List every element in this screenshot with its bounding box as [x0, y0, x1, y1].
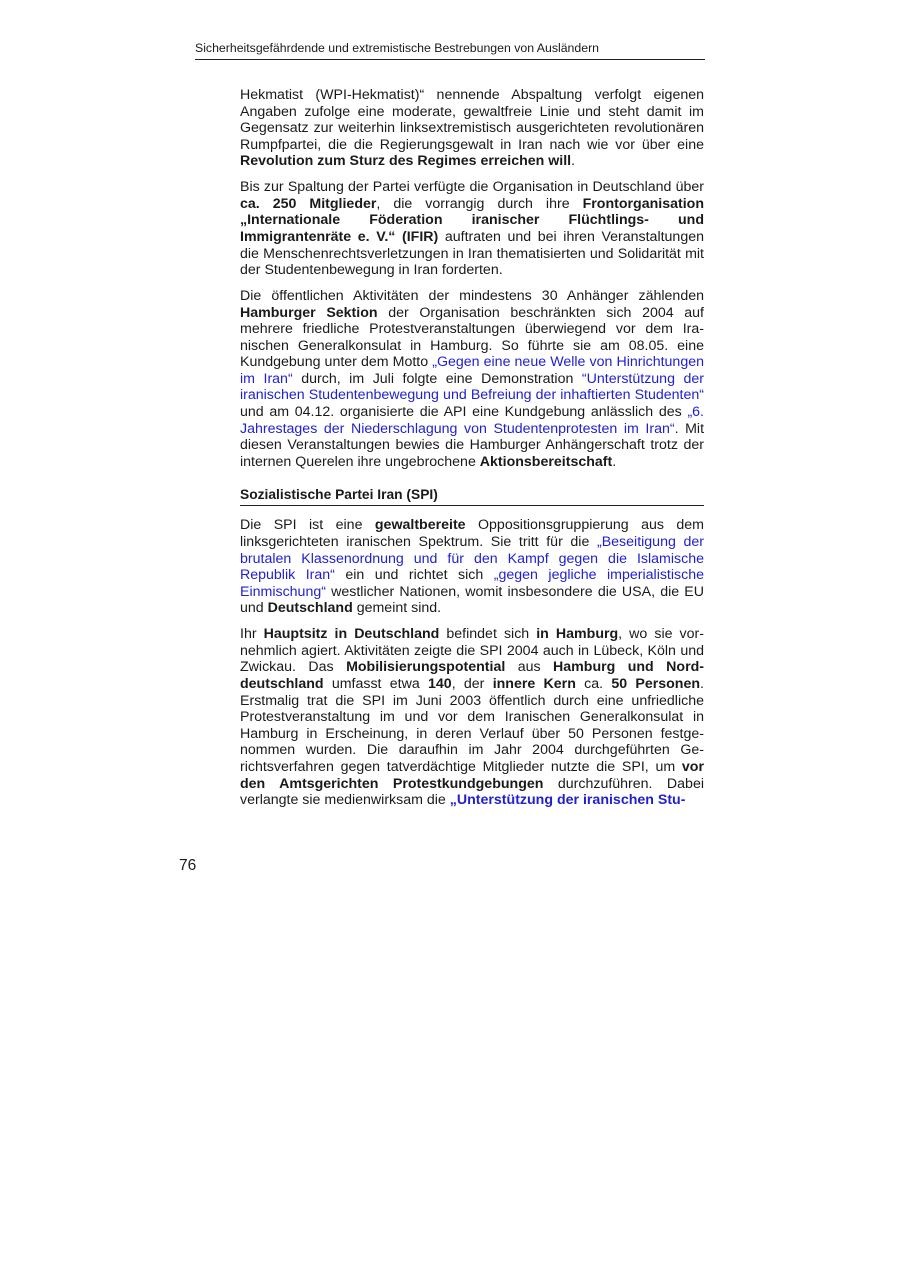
- quotation: „Beseitigung der brutalen Klassenordnung und für den Kampf gegen die Islamische Republik Iran“: [240, 534, 704, 584]
- text-run: ein und richtet sich: [334, 567, 494, 584]
- text-run: umfasst etwa: [323, 675, 429, 692]
- paragraph-spi-description: [240, 517, 704, 617]
- emphasis: 50 Personen: [611, 675, 701, 692]
- text-run: Bis zur Spaltung der Partei verfügte die Organisation in Deutschland über: [240, 179, 704, 196]
- quotation: „gegen jegliche imperialistische Einmischung“: [240, 567, 704, 600]
- emphasis: in Hamburg: [536, 626, 619, 643]
- text-run: und am 04.12. organisierte die API eine Kundgebung anlässlich des: [240, 404, 688, 421]
- text-run: Ihr: [240, 626, 264, 643]
- text-run: , der: [451, 675, 493, 692]
- section-heading: Sozialistische Partei Iran (SPI): [240, 487, 704, 506]
- text-run: durch, im Juli folgte eine Demonstration: [292, 370, 582, 387]
- text-run: .: [612, 453, 617, 470]
- text-run: Die öffentlichen Aktivitäten der mindestens 30 Anhänger zählenden: [240, 287, 704, 304]
- emphasis: Deutschland: [267, 600, 353, 617]
- text-run: , die vorrangig durch ihre: [376, 195, 583, 212]
- page-number: 76: [179, 857, 197, 874]
- emphasis: innere Kern: [492, 675, 576, 692]
- text-run: durchzuführen. Dabei verlangte sie medienwirksam die: [240, 775, 704, 809]
- text-run: auftraten und bei ihren Veranstaltungen die Menschenrechtsverletzungen in Iran thematisierten und Solidarität mit der Studentenbewegung in Iran forderten.: [240, 228, 704, 279]
- text-run: Hekmatist (WPI-Hekmatist)“ nennende Abspaltung verfolgt eigenen Angaben zufolge eine moderate, gewaltfreie Linie und steht damit im Gegensatz zur weiterhin linksextremistisch ausgerichteten revolutionären Rumpfpartei, die die Regierungsgewalt in Iran nach wie vor über eine: [240, 87, 704, 153]
- text-run: , wo sie vornehmlich agiert. Aktivitäten zeigte die SPI 2004 auch in Lübeck, Köln und Zwickau. Das: [240, 626, 705, 676]
- text-run: aus: [505, 659, 554, 676]
- emphasis: Hamburger Sektion: [240, 304, 378, 321]
- paragraph-hamburg-section: [240, 288, 704, 471]
- emphasis: ca. 250 Mitglieder: [240, 195, 377, 212]
- text-run: westlicher Nationen, womit insbesondere die USA, die EU und: [240, 583, 704, 617]
- quotation: „6. Jahrestages der Niederschlagung von Studentenprotesten im Iran“: [240, 404, 704, 437]
- quotation: „Gegen eine neue Welle von Hinrichtungen im Iran“: [240, 354, 704, 387]
- text-run: gemeint sind.: [352, 600, 442, 617]
- text-run: Die SPI ist eine: [240, 517, 375, 534]
- emphasis: Aktionsbereitschaft: [479, 453, 613, 470]
- text-run: befindet sich: [439, 626, 537, 643]
- text-run: der Organisation beschränkten sich 2004 auf mehrere friedliche Protestveranstaltungen überwiegend vor dem Iranischen Generalkonsulat in Hamburg. So führte sie am 08.05. eine Kundgebung unter dem Motto: [240, 304, 704, 371]
- paragraph-spi-headquarters: [240, 626, 704, 809]
- paragraph-wpi-hekmatist: [240, 87, 704, 170]
- emphasis: gewaltbereite: [374, 517, 466, 534]
- emphasis: Hamburg und Norddeutschland: [240, 659, 704, 692]
- text-run: .: [571, 153, 576, 170]
- quotation: “Unterstützung der iranischen Studentenbewegung und Befreiung der inhaftierten Studenten“: [240, 370, 704, 404]
- text-run: Oppositionsgruppierung aus dem linksgerichteten iranischen Spektrum. Sie tritt für die: [240, 517, 704, 551]
- emphasis: Mobilisierungspotential: [346, 659, 506, 676]
- emphasis: Revolution zum Sturz des Regimes erreichen will: [240, 153, 572, 170]
- emphasis: 140: [428, 675, 452, 692]
- quotation-emphasis: „Unterstützung der iranischen Stu-: [449, 792, 686, 809]
- paragraph-membership: [240, 179, 704, 279]
- running-header-title: Sicherheitsgefährdende und extremistische Bestrebungen von Ausländern: [195, 41, 600, 55]
- text-run: . Erstmalig trat die SPI im Juni 2003 öffentlich durch eine unfriedliche Protestveranstaltung im und vor dem Iranischen Generalkonsulat in Hamburg in Erscheinung, in deren Verlauf über 50 Personen festgenommen wurden. Die daraufhin im Jahr 2004 durchgeführten Gerichtsverfahren gegen tatverdächtige Mitglieder nutzte die SPI, um: [240, 675, 704, 775]
- body-text: [240, 87, 704, 818]
- running-header: [195, 41, 705, 60]
- text-run: ca.: [575, 675, 612, 692]
- emphasis: Frontorganisation „Internationale Föderation iranischer Flüchtlings- und Immigrantenräte e. V.“ (IFIR): [240, 195, 704, 245]
- emphasis: vor den Amtsgerichten Protestkundgebungen: [240, 758, 704, 792]
- text-run: . Mit diesen Veranstaltungen bewies die Hamburger Anhängerschaft trotz der internen Querelen ihre ungebrochene: [240, 420, 705, 470]
- emphasis: Hauptsitz in Deutschland: [263, 626, 440, 643]
